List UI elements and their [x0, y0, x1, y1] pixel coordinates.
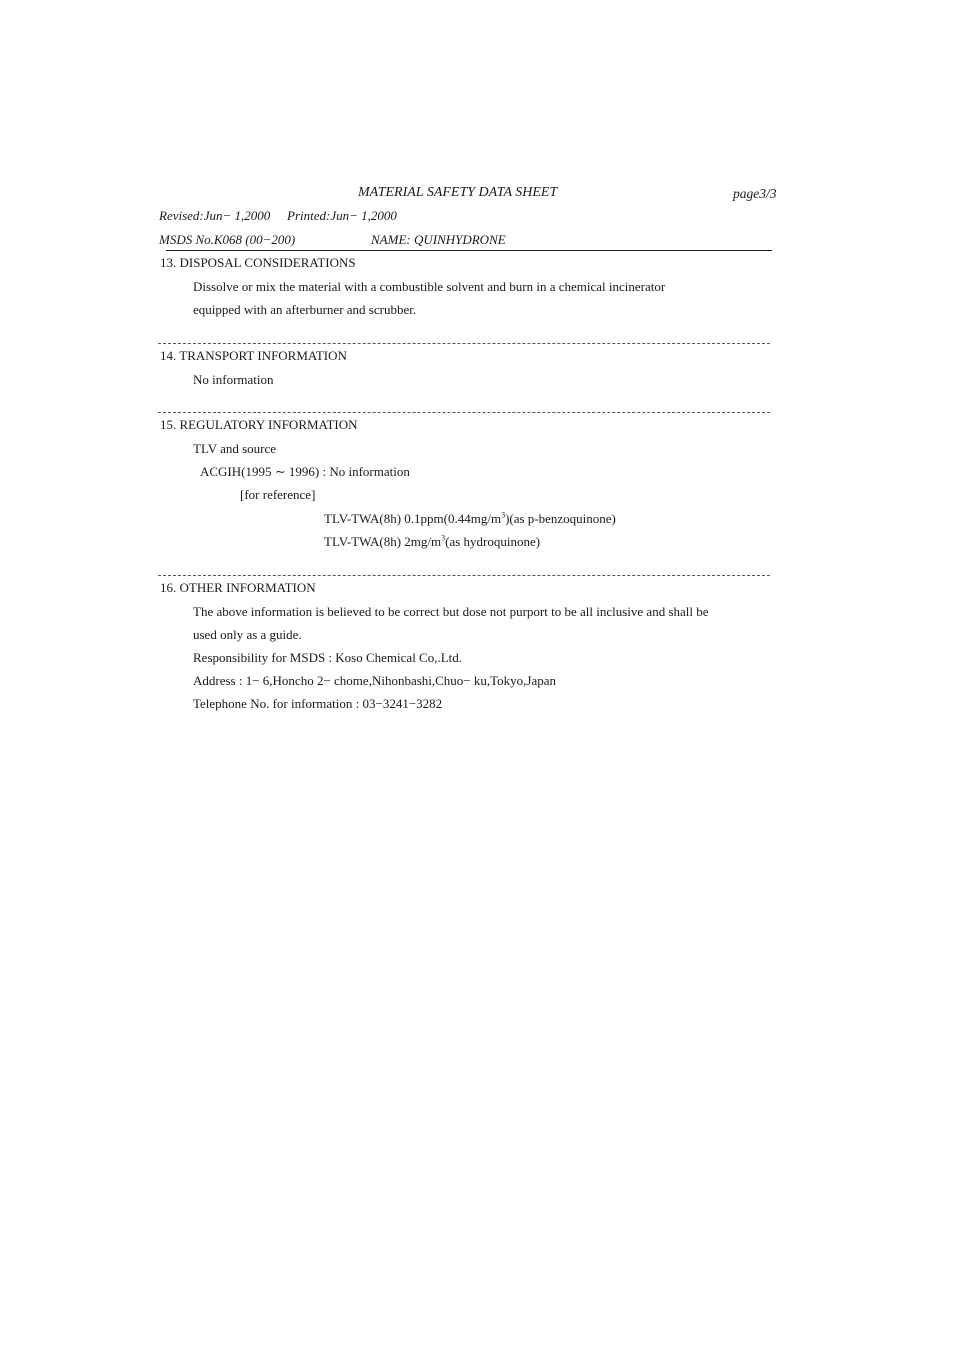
section-13-heading: 13. DISPOSAL CONSIDERATIONS: [160, 255, 356, 270]
msds-number: MSDS No.K068 (00−200): [159, 232, 296, 247]
section-divider: [158, 412, 770, 413]
printed-date: Printed:Jun− 1,2000: [287, 208, 397, 223]
tlv-line: TLV-TWA(8h) $0.1ppm(0.44mg/m^3)(as$ p-benzoquinone): [324, 510, 616, 526]
page-number: page3/3: [733, 186, 777, 201]
section-13-text: Dissolve or mix the material with a combustible solvent and burn in a chemical incinerator: [193, 279, 666, 294]
section-16-text: used only as a guide.: [193, 627, 302, 642]
acgih-line: ACGIH(1995 ∼ 1996) : No information: [200, 464, 410, 479]
telephone-line: Telephone No. for information : 03−3241−3282: [193, 696, 443, 711]
header-rule: [166, 250, 772, 251]
address-line: Address : 1− 6,Honcho 2− chome,Nihonbashi,Chuo− ku,Tokyo,Japan: [193, 673, 557, 688]
section-16-text: The above information is believed to be correct but dose not purport to be all inclusive and shall be: [193, 604, 709, 619]
product-name: NAME: QUINHYDRONE: [371, 232, 506, 247]
section-16-heading: 16. OTHER INFORMATION: [160, 580, 316, 595]
reference-label: [for reference]: [240, 487, 316, 502]
section-14-text: No information: [193, 372, 274, 387]
tlv-source-label: TLV and source: [193, 441, 277, 456]
responsibility-line: Responsibility for MSDS : Koso Chemical Co,.Ltd.: [193, 650, 463, 665]
tlv-line: TLV-TWA(8h) $2mg/m^3(as$ hydroquinone): [324, 533, 541, 549]
document-title: MATERIAL SAFETY DATA SHEET: [358, 185, 558, 200]
revised-date: Revised:Jun− 1,2000: [159, 208, 271, 223]
section-divider: [158, 343, 770, 344]
section-13-text: equipped with an afterburner and scrubber.: [193, 302, 417, 317]
section-14-heading: 14. TRANSPORT INFORMATION: [160, 348, 347, 363]
section-divider: [158, 575, 770, 576]
section-15-heading: 15. REGULATORY INFORMATION: [160, 417, 358, 432]
